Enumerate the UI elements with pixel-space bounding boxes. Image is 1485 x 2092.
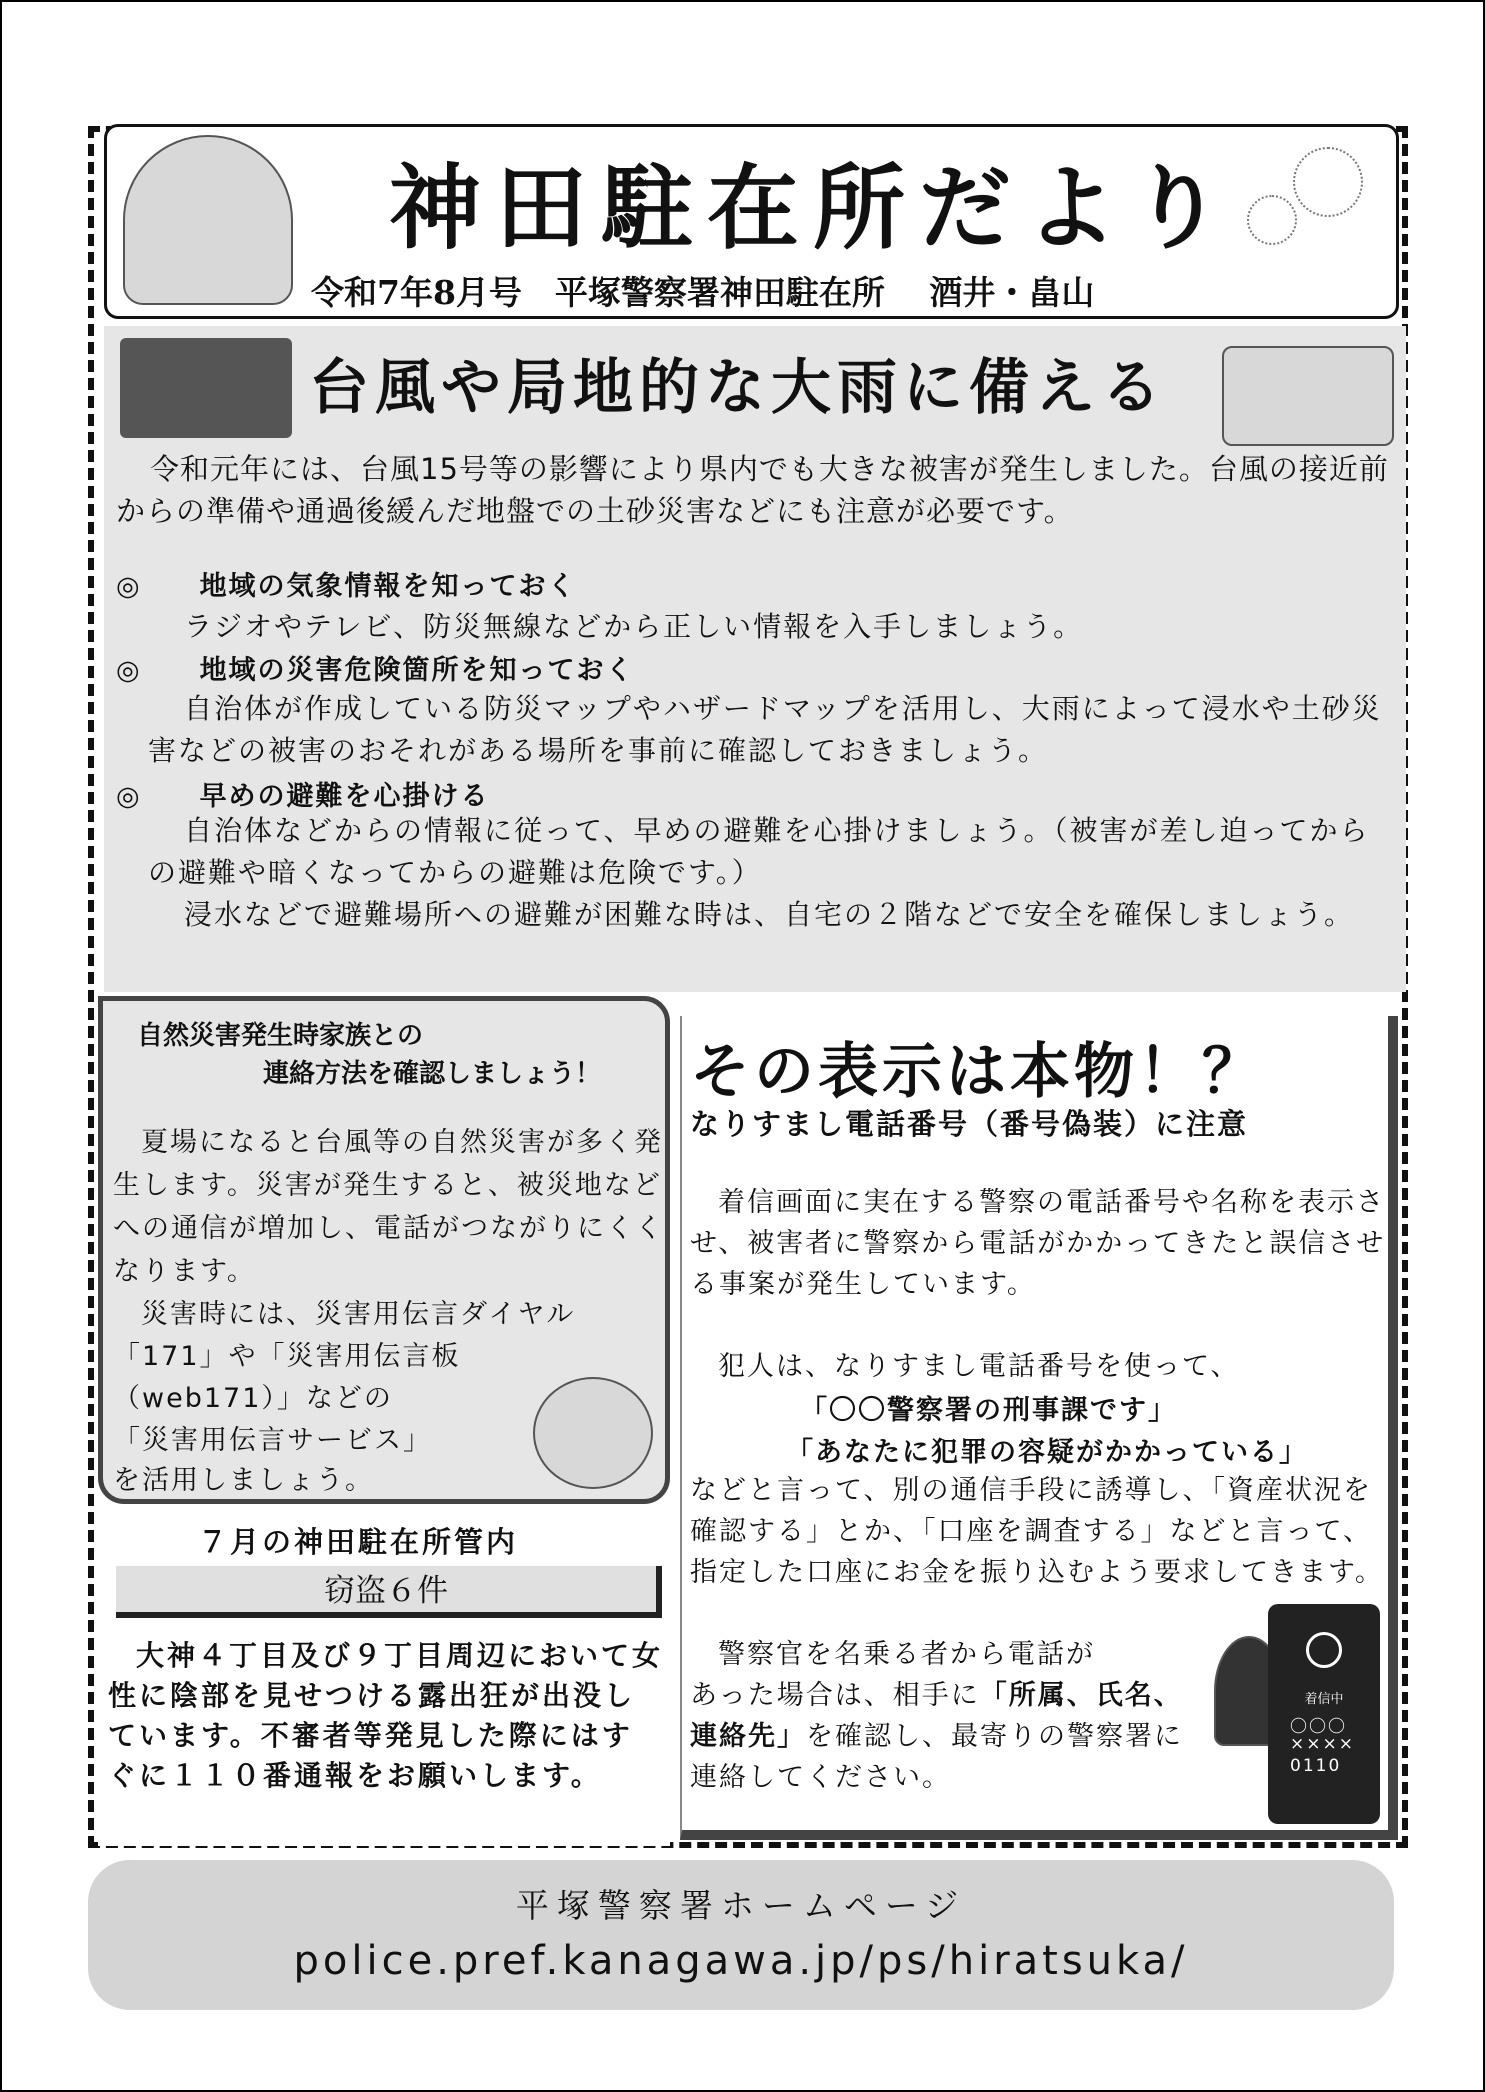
phone-number-line: 0110 [1290, 1756, 1342, 1776]
item-body: 自治体などからの情報に従って、早めの避難を心掛けましょう。（被害が差し迫ってからの避難や暗くなってからの避難は危険です。） [148, 814, 1370, 889]
caller-avatar-icon [1306, 1632, 1342, 1668]
crime-report-box [98, 1510, 670, 1846]
footer-title: 平塚警察署ホームページ [515, 1886, 967, 1925]
phone-number-line: 〇〇〇 [1290, 1717, 1347, 1737]
box-title: 自然災害発生時家族との [137, 1021, 424, 1051]
newsletter-header [104, 124, 1399, 319]
disaster-contact-box [98, 996, 670, 1504]
crime-title: ７月の神田駐在所管内 [198, 1525, 519, 1559]
typhoon-heading: 台風や局地的な大雨に備える [309, 353, 1167, 423]
boy-with-radio-illustration [123, 135, 293, 305]
firework-icon [1293, 147, 1363, 217]
box-title: 連絡方法を確認しましょう！ [263, 1059, 602, 1089]
police-mascot-illustration [533, 1377, 653, 1489]
item-heading: ◎ 地域の気象情報を知っておく [116, 571, 577, 602]
typhoon-intro: 令和元年には、台風15号等の影響により県内でも大きな被害が発生しました。台風の接近前からの準備や通過後緩んだ地盤での土砂災害などにも注意が必要です。 [116, 452, 1389, 528]
box-paragraph: 災害時には、災害用伝言ダイヤル [141, 1299, 576, 1330]
item-body: ラジオやテレビ、防災無線などから正しい情報を入手しましょう。 [184, 610, 1084, 643]
fraud-subheading: なりすまし電話番号（番号偽装）に注意 [690, 1107, 1249, 1141]
box-paragraph: 「災害用伝言サービス」 [113, 1425, 432, 1456]
item-body: 浸水などで避難場所への避難が困難な時は、自宅の２階などで安全を確保しましょう。 [184, 898, 1355, 931]
fraud-paragraph: 着信画面に実在する警察の電話番号や名称を表示させ、被害者に警察から電話がかかってきたと誤信させる事案が発生しています。 [690, 1187, 1386, 1300]
homepage-url[interactable]: police.pref.kanagawa.jp/ps/hiratsuka/ [293, 1938, 1189, 1984]
crime-notice: 大神４丁目及び９丁目周辺において女性に陰部を見せつける露出狂が出没しています。不審者等発見した際にはすぐに１１０番通報をお願いします。 [108, 1639, 664, 1792]
fraud-paragraph: 警察官を名乗る者から電話が あった場合は、相手に「所属、氏名、連絡先」を確認し、最寄りの警察署に連絡してください。 [690, 1639, 1183, 1793]
fraud-paragraph: などと言って、別の通信手段に誘導し、「資産状況を確認する」とか、「口座を調査する」などと言って、指定した口座にお金を振り込むよう要求してきます。 [690, 1475, 1384, 1588]
firework-icon [1247, 195, 1297, 245]
theft-count: 窃盗６件 [116, 1566, 662, 1618]
fraud-paragraph: 犯人は、なりすまし電話番号を使って、 [718, 1351, 1240, 1382]
fraud-heading: その表示は本物！？ [690, 1037, 1266, 1107]
item-heading: ◎ 早めの避難を心掛ける [116, 781, 490, 812]
fraud-quote: 「〇〇警察署の刑事課です」 [800, 1395, 1177, 1426]
phone-number-line: ×××× [1290, 1734, 1355, 1754]
incoming-call-label: 着信中 [1304, 1692, 1344, 1707]
footer-banner [88, 1860, 1394, 2010]
box-paragraph: （web171）」などの [113, 1383, 393, 1414]
phone-screen [1268, 1604, 1380, 1824]
flood-illustration [120, 338, 292, 438]
item-body: 自治体が作成している防災マップやハザードマップを活用し、大雨によって浸水や土砂災害などの被害のおそれがある場所を事前に確認しておきましょう。 [148, 692, 1382, 767]
family-watching-tv-illustration [1222, 346, 1394, 446]
typhoon-section [104, 326, 1406, 992]
box-paragraph: を活用しましょう。 [113, 1465, 374, 1496]
item-heading: ◎ 地域の災害危険箇所を知っておく [116, 655, 635, 686]
issue-info: 令和7年8月号 平塚警察署神田駐在所 酒井・畠山 [311, 273, 1095, 312]
box-paragraph: 夏場になると台風等の自然災害が多く発生します。災害が発生すると、被災地などへの通信が増加し、電話がつながりにくくなります。 [113, 1127, 664, 1287]
newsletter-title: 神田駐在所だより [388, 154, 1237, 262]
box-paragraph: 「171」や「災害用伝言板 [113, 1341, 461, 1372]
fraud-quote: 「あなたに犯罪の容疑がかかっている」 [786, 1437, 1308, 1468]
